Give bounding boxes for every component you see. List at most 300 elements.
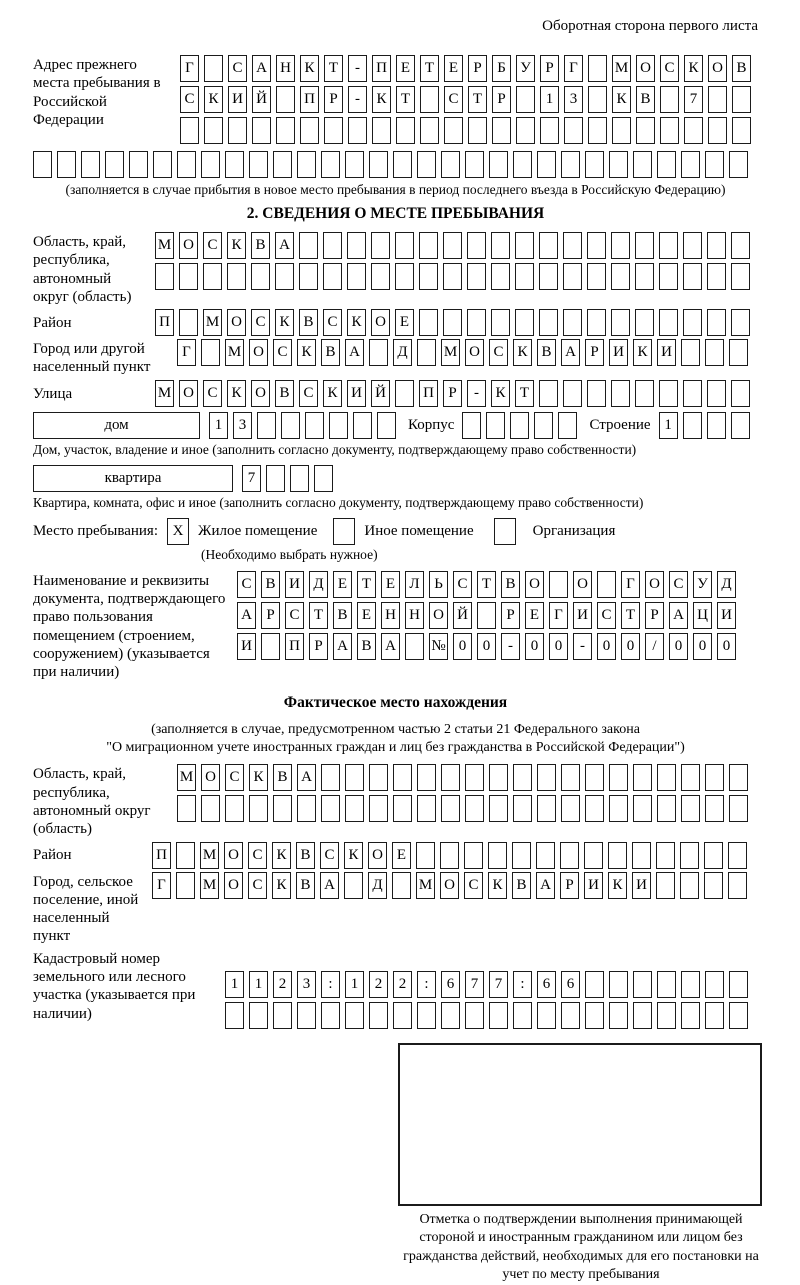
- char-box[interactable]: [587, 380, 606, 407]
- char-box[interactable]: [441, 1002, 460, 1029]
- char-box[interactable]: Ь: [429, 571, 448, 598]
- char-box[interactable]: М: [441, 339, 460, 366]
- char-box[interactable]: [489, 1002, 508, 1029]
- char-box[interactable]: [467, 309, 486, 336]
- char-box[interactable]: [273, 1002, 292, 1029]
- char-box[interactable]: [225, 795, 244, 822]
- char-box[interactable]: П: [419, 380, 438, 407]
- char-box[interactable]: Р: [560, 872, 579, 899]
- char-box[interactable]: О: [224, 842, 243, 869]
- char-box[interactable]: [417, 151, 436, 178]
- char-box[interactable]: С: [453, 571, 472, 598]
- char-box[interactable]: [729, 151, 748, 178]
- char-box[interactable]: [273, 795, 292, 822]
- char-box[interactable]: -: [348, 86, 367, 113]
- char-box[interactable]: Т: [420, 55, 439, 82]
- char-box[interactable]: [657, 795, 676, 822]
- char-box[interactable]: [251, 263, 270, 290]
- char-box[interactable]: [492, 117, 511, 144]
- char-box[interactable]: [177, 795, 196, 822]
- char-box[interactable]: И: [347, 380, 366, 407]
- char-box[interactable]: [515, 263, 534, 290]
- char-box[interactable]: -: [573, 633, 592, 660]
- char-box[interactable]: О: [249, 339, 268, 366]
- char-box[interactable]: [179, 309, 198, 336]
- char-box[interactable]: [657, 1002, 676, 1029]
- char-box[interactable]: С: [225, 764, 244, 791]
- char-box[interactable]: [377, 412, 396, 439]
- char-box[interactable]: Д: [393, 339, 412, 366]
- char-box[interactable]: К: [491, 380, 510, 407]
- char-box[interactable]: /: [645, 633, 664, 660]
- char-box[interactable]: [305, 412, 324, 439]
- char-box[interactable]: [731, 232, 750, 259]
- char-box[interactable]: Е: [381, 571, 400, 598]
- char-box[interactable]: [729, 971, 748, 998]
- char-box[interactable]: [321, 795, 340, 822]
- char-box[interactable]: [177, 151, 196, 178]
- char-box[interactable]: 0: [621, 633, 640, 660]
- char-box[interactable]: К: [347, 309, 366, 336]
- char-box[interactable]: [393, 764, 412, 791]
- char-box[interactable]: [609, 764, 628, 791]
- char-box[interactable]: [468, 117, 487, 144]
- char-box[interactable]: [201, 151, 220, 178]
- char-box[interactable]: [371, 232, 390, 259]
- char-box[interactable]: И: [228, 86, 247, 113]
- char-box[interactable]: [656, 872, 675, 899]
- char-box[interactable]: [729, 764, 748, 791]
- char-box[interactable]: -: [501, 633, 520, 660]
- char-box[interactable]: 0: [453, 633, 472, 660]
- char-box[interactable]: [707, 232, 726, 259]
- char-box[interactable]: :: [321, 971, 340, 998]
- char-box[interactable]: [705, 971, 724, 998]
- char-box[interactable]: 6: [441, 971, 460, 998]
- char-box[interactable]: [261, 633, 280, 660]
- char-box[interactable]: [633, 795, 652, 822]
- char-box[interactable]: [489, 764, 508, 791]
- char-box[interactable]: [489, 151, 508, 178]
- char-box[interactable]: [660, 86, 679, 113]
- char-box[interactable]: [369, 1002, 388, 1029]
- char-box[interactable]: [314, 465, 333, 492]
- char-box[interactable]: [419, 309, 438, 336]
- char-box[interactable]: [345, 764, 364, 791]
- char-box[interactable]: [683, 309, 702, 336]
- char-box[interactable]: [656, 842, 675, 869]
- char-box[interactable]: -: [467, 380, 486, 407]
- char-box[interactable]: О: [636, 55, 655, 82]
- char-box[interactable]: [680, 872, 699, 899]
- char-box[interactable]: С: [285, 602, 304, 629]
- char-box[interactable]: 6: [561, 971, 580, 998]
- char-box[interactable]: [705, 1002, 724, 1029]
- char-box[interactable]: Е: [357, 602, 376, 629]
- char-box[interactable]: [587, 232, 606, 259]
- char-box[interactable]: [633, 971, 652, 998]
- char-box[interactable]: [225, 151, 244, 178]
- char-box[interactable]: [276, 86, 295, 113]
- char-box[interactable]: [597, 571, 616, 598]
- char-box[interactable]: М: [203, 309, 222, 336]
- char-box[interactable]: Р: [261, 602, 280, 629]
- char-box[interactable]: [297, 795, 316, 822]
- char-box[interactable]: [204, 55, 223, 82]
- char-box[interactable]: С: [203, 232, 222, 259]
- char-box[interactable]: Р: [501, 602, 520, 629]
- char-box[interactable]: [510, 412, 529, 439]
- char-box[interactable]: [611, 380, 630, 407]
- char-box[interactable]: М: [200, 842, 219, 869]
- char-box[interactable]: В: [333, 602, 352, 629]
- char-box[interactable]: К: [300, 55, 319, 82]
- char-box[interactable]: [465, 1002, 484, 1029]
- char-box[interactable]: [728, 872, 747, 899]
- char-box[interactable]: [300, 117, 319, 144]
- char-box[interactable]: [225, 1002, 244, 1029]
- char-box[interactable]: [396, 117, 415, 144]
- char-box[interactable]: [443, 309, 462, 336]
- char-box[interactable]: Р: [540, 55, 559, 82]
- char-box[interactable]: [153, 151, 172, 178]
- char-box[interactable]: [539, 309, 558, 336]
- char-box[interactable]: [417, 764, 436, 791]
- char-box[interactable]: [707, 309, 726, 336]
- char-box[interactable]: [204, 117, 223, 144]
- char-box[interactable]: О: [224, 872, 243, 899]
- char-box[interactable]: 7: [489, 971, 508, 998]
- char-box[interactable]: [276, 117, 295, 144]
- char-box[interactable]: [323, 263, 342, 290]
- char-box[interactable]: Н: [381, 602, 400, 629]
- char-box[interactable]: [395, 232, 414, 259]
- char-box[interactable]: [681, 764, 700, 791]
- char-box[interactable]: [57, 151, 76, 178]
- char-box[interactable]: [105, 151, 124, 178]
- char-box[interactable]: С: [248, 872, 267, 899]
- char-box[interactable]: [488, 842, 507, 869]
- char-box[interactable]: С: [323, 309, 342, 336]
- char-box[interactable]: Н: [276, 55, 295, 82]
- char-box[interactable]: [515, 232, 534, 259]
- char-box[interactable]: [491, 263, 510, 290]
- char-box[interactable]: О: [708, 55, 727, 82]
- char-box[interactable]: С: [299, 380, 318, 407]
- char-box[interactable]: [129, 151, 148, 178]
- char-box[interactable]: [704, 842, 723, 869]
- char-box[interactable]: 0: [669, 633, 688, 660]
- char-box[interactable]: [441, 151, 460, 178]
- char-box[interactable]: 7: [465, 971, 484, 998]
- char-box[interactable]: [176, 842, 195, 869]
- char-box[interactable]: [681, 151, 700, 178]
- char-box[interactable]: Г: [180, 55, 199, 82]
- char-box[interactable]: [681, 339, 700, 366]
- char-box[interactable]: О: [368, 842, 387, 869]
- char-box[interactable]: [729, 795, 748, 822]
- char-box[interactable]: [732, 86, 751, 113]
- char-box[interactable]: К: [204, 86, 223, 113]
- char-box[interactable]: 3: [233, 412, 252, 439]
- char-box[interactable]: И: [285, 571, 304, 598]
- char-box[interactable]: 2: [369, 971, 388, 998]
- char-box[interactable]: [416, 842, 435, 869]
- char-box[interactable]: П: [155, 309, 174, 336]
- char-box[interactable]: [705, 151, 724, 178]
- char-box[interactable]: [321, 151, 340, 178]
- char-box[interactable]: [419, 232, 438, 259]
- char-box[interactable]: Л: [405, 571, 424, 598]
- char-box[interactable]: И: [657, 339, 676, 366]
- char-box[interactable]: А: [297, 764, 316, 791]
- char-box[interactable]: П: [372, 55, 391, 82]
- char-box[interactable]: [659, 232, 678, 259]
- char-box[interactable]: [705, 339, 724, 366]
- char-box[interactable]: О: [371, 309, 390, 336]
- char-box[interactable]: Е: [525, 602, 544, 629]
- char-box[interactable]: А: [237, 602, 256, 629]
- char-box[interactable]: [681, 1002, 700, 1029]
- char-box[interactable]: [636, 117, 655, 144]
- char-box[interactable]: С: [597, 602, 616, 629]
- char-box[interactable]: 1: [345, 971, 364, 998]
- char-box[interactable]: [513, 1002, 532, 1029]
- char-box[interactable]: [635, 232, 654, 259]
- char-box[interactable]: 0: [717, 633, 736, 660]
- char-box[interactable]: [659, 380, 678, 407]
- char-box[interactable]: [227, 263, 246, 290]
- char-box[interactable]: Г: [564, 55, 583, 82]
- char-box[interactable]: [729, 1002, 748, 1029]
- char-box[interactable]: С: [248, 842, 267, 869]
- char-box[interactable]: [324, 117, 343, 144]
- char-box[interactable]: [393, 151, 412, 178]
- char-box[interactable]: [584, 842, 603, 869]
- char-box[interactable]: В: [321, 339, 340, 366]
- char-box[interactable]: Е: [392, 842, 411, 869]
- char-box[interactable]: К: [344, 842, 363, 869]
- char-box[interactable]: О: [465, 339, 484, 366]
- char-box[interactable]: 7: [242, 465, 261, 492]
- char-box[interactable]: С: [228, 55, 247, 82]
- char-box[interactable]: [252, 117, 271, 144]
- char-box[interactable]: [464, 842, 483, 869]
- char-box[interactable]: В: [501, 571, 520, 598]
- char-box[interactable]: [585, 151, 604, 178]
- char-box[interactable]: Ц: [693, 602, 712, 629]
- char-box[interactable]: О: [525, 571, 544, 598]
- char-box[interactable]: О: [179, 232, 198, 259]
- char-box[interactable]: [323, 232, 342, 259]
- char-box[interactable]: [273, 151, 292, 178]
- char-box[interactable]: М: [177, 764, 196, 791]
- char-box[interactable]: 1: [209, 412, 228, 439]
- char-box[interactable]: 0: [549, 633, 568, 660]
- char-box[interactable]: [441, 795, 460, 822]
- char-box[interactable]: Г: [152, 872, 171, 899]
- char-box[interactable]: [563, 263, 582, 290]
- char-box[interactable]: [731, 412, 750, 439]
- char-box[interactable]: [707, 380, 726, 407]
- char-box[interactable]: 2: [393, 971, 412, 998]
- char-box[interactable]: Т: [515, 380, 534, 407]
- char-box[interactable]: П: [300, 86, 319, 113]
- char-box[interactable]: Г: [621, 571, 640, 598]
- char-box[interactable]: №: [429, 633, 448, 660]
- char-box[interactable]: [321, 764, 340, 791]
- char-box[interactable]: [708, 86, 727, 113]
- char-box[interactable]: [441, 764, 460, 791]
- char-box[interactable]: [561, 151, 580, 178]
- char-box[interactable]: [635, 263, 654, 290]
- char-box[interactable]: Т: [621, 602, 640, 629]
- char-box[interactable]: В: [296, 872, 315, 899]
- char-box[interactable]: [297, 151, 316, 178]
- char-box[interactable]: [369, 795, 388, 822]
- char-box[interactable]: [680, 842, 699, 869]
- char-box[interactable]: Е: [333, 571, 352, 598]
- char-box[interactable]: [321, 1002, 340, 1029]
- char-box[interactable]: [705, 795, 724, 822]
- char-box[interactable]: [537, 795, 556, 822]
- char-box[interactable]: В: [251, 232, 270, 259]
- char-box[interactable]: В: [512, 872, 531, 899]
- char-box[interactable]: [249, 1002, 268, 1029]
- char-box[interactable]: А: [561, 339, 580, 366]
- char-box[interactable]: [561, 795, 580, 822]
- char-box[interactable]: Е: [396, 55, 415, 82]
- char-box[interactable]: [681, 795, 700, 822]
- char-box[interactable]: [588, 86, 607, 113]
- char-box[interactable]: С: [237, 571, 256, 598]
- char-box[interactable]: А: [536, 872, 555, 899]
- char-box[interactable]: Р: [645, 602, 664, 629]
- char-box[interactable]: Й: [453, 602, 472, 629]
- char-box[interactable]: [539, 263, 558, 290]
- char-box[interactable]: [633, 764, 652, 791]
- char-box[interactable]: [395, 380, 414, 407]
- char-box[interactable]: [512, 842, 531, 869]
- char-box[interactable]: [537, 1002, 556, 1029]
- char-box[interactable]: [609, 151, 628, 178]
- char-box[interactable]: [344, 872, 363, 899]
- char-box[interactable]: М: [416, 872, 435, 899]
- char-box[interactable]: 3: [564, 86, 583, 113]
- char-box[interactable]: А: [320, 872, 339, 899]
- char-box[interactable]: М: [155, 232, 174, 259]
- char-box[interactable]: [633, 1002, 652, 1029]
- char-box[interactable]: К: [275, 309, 294, 336]
- char-box[interactable]: К: [272, 872, 291, 899]
- char-box[interactable]: [290, 465, 309, 492]
- char-box[interactable]: О: [179, 380, 198, 407]
- char-box[interactable]: [681, 971, 700, 998]
- char-box[interactable]: [371, 263, 390, 290]
- char-box[interactable]: С: [203, 380, 222, 407]
- char-box[interactable]: [561, 764, 580, 791]
- char-box[interactable]: [611, 232, 630, 259]
- char-box[interactable]: В: [275, 380, 294, 407]
- char-box[interactable]: [180, 117, 199, 144]
- char-box[interactable]: [444, 117, 463, 144]
- char-box[interactable]: И: [717, 602, 736, 629]
- char-box[interactable]: К: [249, 764, 268, 791]
- char-box[interactable]: Р: [443, 380, 462, 407]
- char-box[interactable]: К: [227, 232, 246, 259]
- char-box[interactable]: [345, 1002, 364, 1029]
- char-box[interactable]: [417, 1002, 436, 1029]
- char-box[interactable]: -: [348, 55, 367, 82]
- char-box[interactable]: [534, 412, 553, 439]
- char-box[interactable]: [585, 795, 604, 822]
- char-box[interactable]: Н: [405, 602, 424, 629]
- char-box[interactable]: С: [660, 55, 679, 82]
- char-box[interactable]: 3: [297, 971, 316, 998]
- char-box[interactable]: 1: [659, 412, 678, 439]
- char-box[interactable]: :: [417, 971, 436, 998]
- char-box[interactable]: [275, 263, 294, 290]
- char-box[interactable]: [257, 412, 276, 439]
- char-box[interactable]: [563, 309, 582, 336]
- char-box[interactable]: 0: [693, 633, 712, 660]
- char-box[interactable]: [347, 263, 366, 290]
- char-box[interactable]: [369, 339, 388, 366]
- char-box[interactable]: [33, 151, 52, 178]
- char-box[interactable]: [155, 263, 174, 290]
- char-box[interactable]: [372, 117, 391, 144]
- char-box[interactable]: [467, 263, 486, 290]
- char-box[interactable]: К: [684, 55, 703, 82]
- char-box[interactable]: К: [488, 872, 507, 899]
- char-box[interactable]: [515, 309, 534, 336]
- char-box[interactable]: Б: [492, 55, 511, 82]
- char-box[interactable]: А: [381, 633, 400, 660]
- char-box[interactable]: [587, 263, 606, 290]
- char-box[interactable]: [299, 232, 318, 259]
- char-box[interactable]: [635, 309, 654, 336]
- char-box[interactable]: В: [273, 764, 292, 791]
- char-box[interactable]: Т: [324, 55, 343, 82]
- char-box[interactable]: [491, 309, 510, 336]
- char-box[interactable]: С: [320, 842, 339, 869]
- char-box[interactable]: [443, 263, 462, 290]
- char-box[interactable]: В: [357, 633, 376, 660]
- char-box[interactable]: Й: [371, 380, 390, 407]
- char-box[interactable]: [419, 263, 438, 290]
- char-box[interactable]: [465, 795, 484, 822]
- char-box[interactable]: К: [372, 86, 391, 113]
- char-box[interactable]: [477, 602, 496, 629]
- char-box[interactable]: М: [225, 339, 244, 366]
- char-box[interactable]: К: [608, 872, 627, 899]
- char-box[interactable]: [707, 263, 726, 290]
- char-box[interactable]: О: [440, 872, 459, 899]
- char-box[interactable]: М: [200, 872, 219, 899]
- char-box[interactable]: В: [296, 842, 315, 869]
- char-box[interactable]: [516, 117, 535, 144]
- char-box[interactable]: [635, 380, 654, 407]
- char-box[interactable]: [266, 465, 285, 492]
- char-box[interactable]: [420, 86, 439, 113]
- char-box[interactable]: [179, 263, 198, 290]
- char-box[interactable]: Р: [309, 633, 328, 660]
- char-box[interactable]: [731, 309, 750, 336]
- char-box[interactable]: [465, 151, 484, 178]
- char-box[interactable]: [443, 232, 462, 259]
- char-box[interactable]: [392, 872, 411, 899]
- char-box[interactable]: [611, 309, 630, 336]
